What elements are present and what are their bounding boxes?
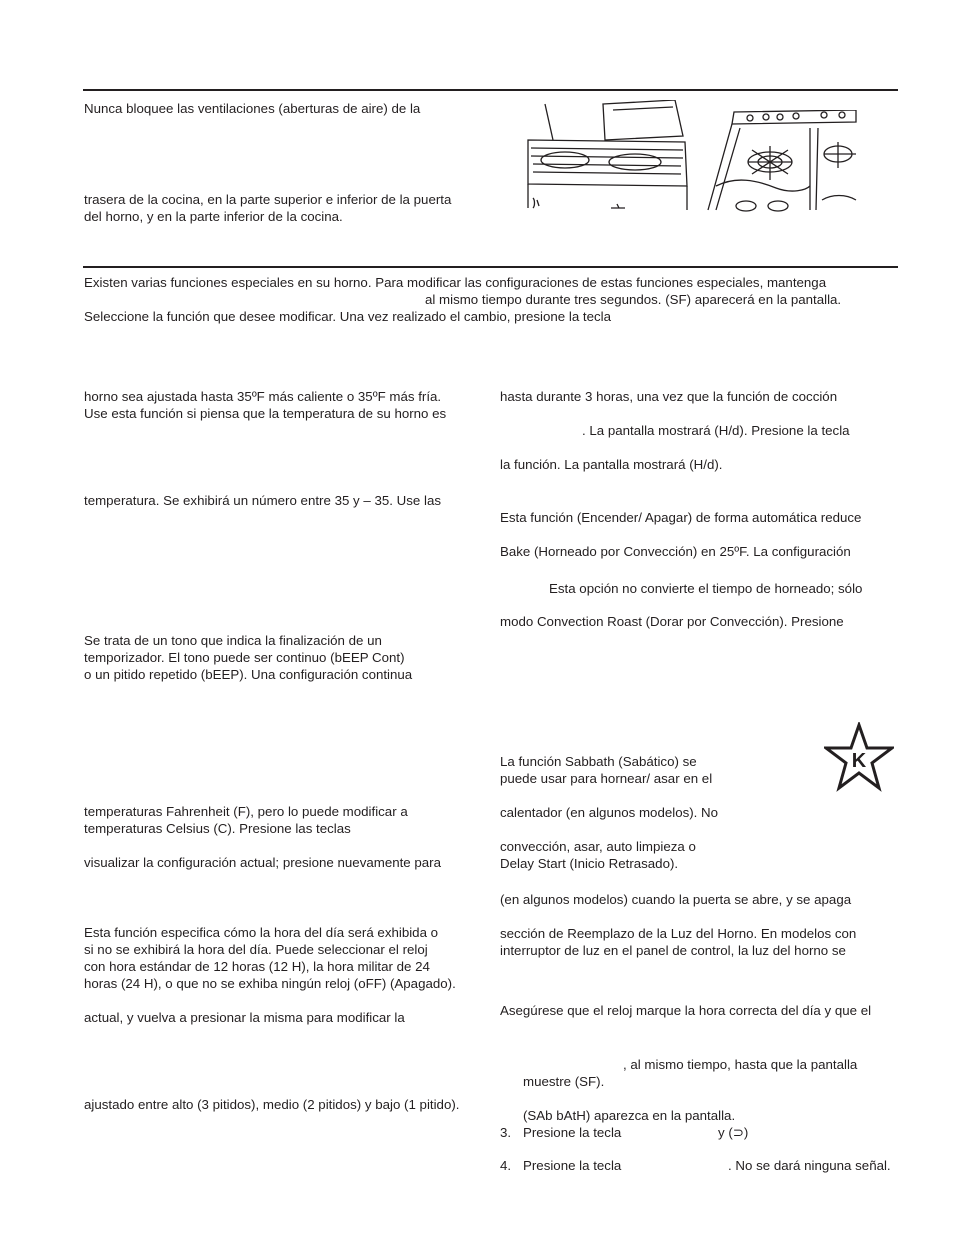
range-rear-vent-illustration (525, 100, 690, 212)
step-3-tail: y (⊃) (718, 1125, 749, 1140)
temp-display-line-3: visualizar la configuración actual; presione nuevamente para (84, 855, 442, 870)
hold-line-3: la función. La pantalla mostrará (H/d). (500, 457, 723, 472)
sabbath-line-1: La función Sabbath (Sabático) se (500, 754, 697, 769)
clock-display-line-3: con hora estándar de 12 horas (12 H), la hora militar de 24 (84, 959, 430, 974)
conv-line-2: Bake (Horneado por Convección) en 25ºF. La configuración (500, 544, 851, 559)
intro-line-3: Seleccione la función que desee modificar. Una vez realizado el cambio, presione la tecla (84, 309, 612, 324)
end-tone-line-3: o un pitido repetido (bEEP). Una configuración continua (84, 667, 413, 682)
step-3-number: 3. (500, 1125, 512, 1140)
clock-check-line: Asegúrese que el reloj marque la hora correcta del día y que el (500, 1003, 872, 1018)
end-tone-line-2: temporizador. El tono puede ser continuo (bEEP Cont) (84, 650, 405, 665)
adjust-temp-line-2: Use esta función si piensa que la temperatura de su horno es (84, 406, 447, 421)
kosher-star-symbol (824, 722, 894, 792)
vents-text-line-2: trasera de la cocina, en la parte superior e inferior de la puerta (84, 192, 452, 207)
conv-line-3: Esta opción no convierte el tiempo de horneado; sólo (549, 581, 863, 596)
step-2-line-1: , al mismo tiempo, hasta que la pantalla (623, 1057, 858, 1072)
step-3-text: Presione la tecla (523, 1125, 622, 1140)
clock-display-line-1: Esta función especifica cómo la hora del día será exhibida o (84, 925, 439, 940)
range-vent-closeup-illustration (706, 110, 858, 212)
kosher-letter: K (851, 750, 867, 772)
tone-volume-line-1: ajustado entre alto (3 pitidos), medio (2 pitidos) y bajo (1 pitido). (84, 1097, 460, 1112)
vents-text-line-3: del horno, y en la parte inferior de la cocina. (84, 209, 343, 224)
clock-display-line-4: horas (24 H), o que no se exhiba ningún reloj (oFF) (Apagado). (84, 976, 456, 991)
oven-light-line-1: (en algunos modelos) cuando la puerta se abre, y se apaga (500, 892, 852, 907)
intro-line-2: al mismo tiempo durante tres segundos. (SF) aparecerá en la pantalla. (425, 292, 842, 307)
temp-display-line-1: temperaturas Fahrenheit (F), pero lo puede modificar a (84, 804, 408, 819)
hold-line-2: . La pantalla mostrará (H/d). Presione la tecla (582, 423, 850, 438)
oven-light-line-2: sección de Reemplazo de la Luz del Horno. En modelos con (500, 926, 857, 941)
conv-line-4: modo Convection Roast (Dorar por Convección). Presione (500, 614, 844, 629)
top-rule (83, 89, 898, 91)
section-rule (83, 266, 898, 268)
sabbath-line-3: calentador (en algunos modelos). No (500, 805, 719, 820)
step-4-number: 4. (500, 1158, 512, 1173)
clock-display-line-5: actual, y vuelva a presionar la misma para modificar la (84, 1010, 405, 1025)
oven-light-line-3: interruptor de luz en el panel de control, la luz del horno se (500, 943, 846, 958)
adjust-temp-line-3: temperatura. Se exhibirá un número entre 35 y – 35. Use las (84, 493, 441, 508)
adjust-temp-line-1: horno sea ajustada hasta 35ºF más caliente o 35ºF más fría. (84, 389, 442, 404)
temp-display-line-2: temperaturas Celsius (C). Presione las teclas (84, 821, 351, 836)
step-2-line-3: (SAb bAtH) aparezca en la pantalla. (523, 1108, 736, 1123)
step-4-tail: . No se dará ninguna señal. (728, 1158, 891, 1173)
hold-line-1: hasta durante 3 horas, una vez que la función de cocción (500, 389, 838, 404)
sabbath-line-2: puede usar para hornear/ asar en el (500, 771, 713, 786)
vents-text-line-1: Nunca bloquee las ventilaciones (aberturas de aire) de la (84, 101, 421, 116)
end-tone-line-1: Se trata de un tono que indica la finalización de un (84, 633, 382, 648)
sabbath-line-4: convección, asar, auto limpieza o (500, 839, 696, 854)
step-2-line-2: muestre (SF). (523, 1074, 605, 1089)
intro-line-1: Existen varias funciones especiales en su horno. Para modificar las configuraciones de estas funciones especiales, mantenga (84, 275, 827, 290)
sabbath-line-5: Delay Start (Inicio Retrasado). (500, 856, 679, 871)
step-4-text: Presione la tecla (523, 1158, 622, 1173)
conv-line-1: Esta función (Encender/ Apagar) de forma automática reduce (500, 510, 862, 525)
clock-display-line-2: si no se exhibirá la hora del día. Puede seleccionar el reloj (84, 942, 428, 957)
